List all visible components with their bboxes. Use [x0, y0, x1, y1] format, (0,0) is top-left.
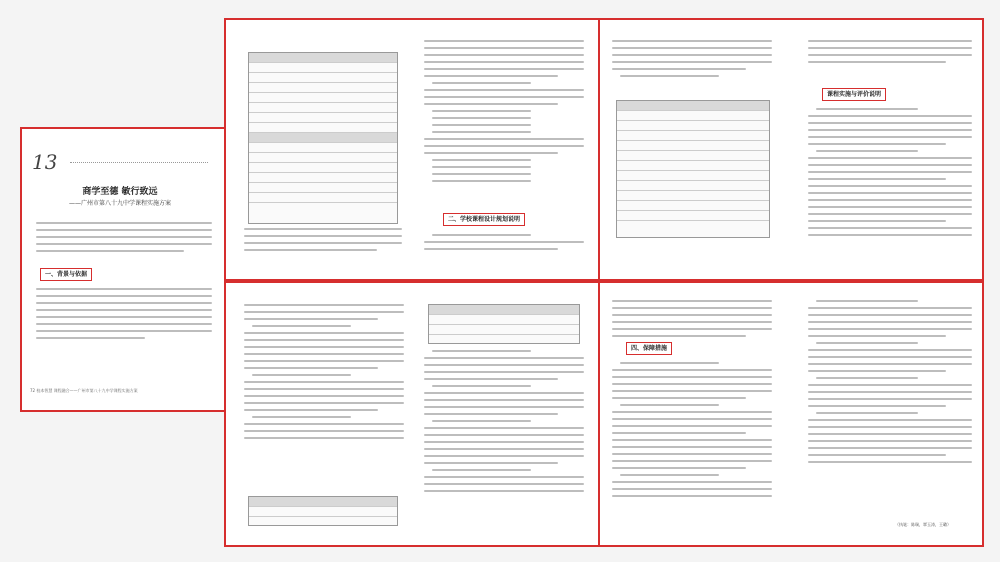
page-5-text	[244, 304, 404, 444]
chapter-number: 13	[32, 150, 58, 174]
implementation-heading: 课程实施与评价说明	[822, 88, 886, 101]
background-heading: 一、背景与依据	[40, 268, 92, 281]
cover-body-text	[36, 222, 212, 257]
signature: （执笔：陈瑞，覃玉涛，王璐）	[895, 522, 951, 527]
swot-table	[248, 52, 398, 224]
page-3-text	[612, 40, 772, 82]
guarantee-heading: 四、保障措施	[626, 342, 672, 355]
curriculum-table	[616, 100, 770, 238]
top-spread-divider	[598, 18, 600, 281]
curriculum-design-heading: 二、学校课程设计规划说明	[443, 213, 525, 226]
page-7-text	[612, 300, 772, 342]
page-2-text	[424, 40, 584, 187]
chapter-rule	[70, 162, 208, 163]
small-table	[248, 496, 398, 526]
bottom-spread-divider	[598, 281, 600, 547]
cover-title: 商学至德 敏行致远	[82, 187, 158, 197]
activity-table	[428, 304, 580, 344]
page-8-text	[808, 300, 972, 468]
cover-footer: 72 校本智慧 课程融合——广州市第八十九中学课程实施方案	[30, 388, 138, 393]
page-4-text	[808, 40, 972, 68]
cover-body-text-2	[36, 288, 212, 344]
page-4-text-b	[808, 108, 972, 241]
cover-subtitle: ——广州市第八十九中学课程实施方案	[68, 200, 171, 207]
page-7-text-b	[612, 362, 772, 502]
page-6-text	[424, 350, 584, 497]
page-1-text	[244, 228, 402, 256]
page-2-text-b	[424, 234, 584, 255]
